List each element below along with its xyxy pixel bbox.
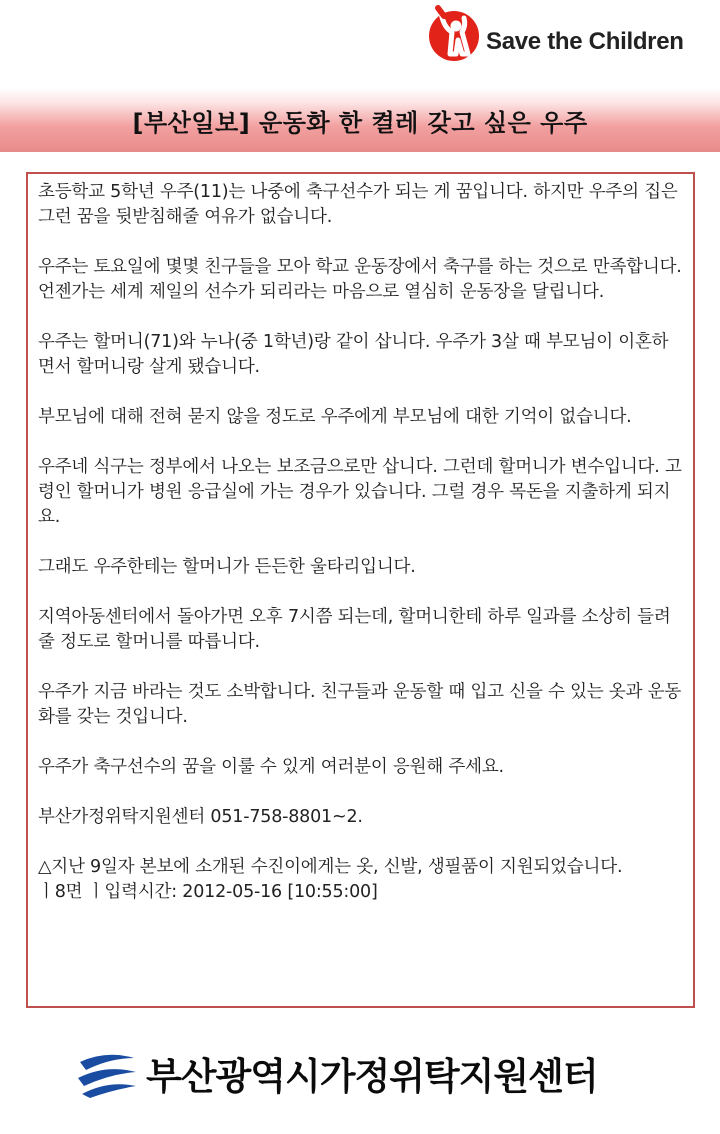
save-the-children-logo [428,4,684,62]
article-paragraph: 우주는 할머니(71)와 누나(중 1학년)랑 같이 삽니다. 우주가 3살 때 부모님이 이혼하면서 할머니랑 살게 됐습니다. [38,332,669,377]
article-paragraph: 우주는 토요일에 몇몇 친구들을 모아 학교 운동장에서 축구를 하는 것으로 만족합니다. 언젠가는 세계 제일의 선수가 되리라는 마음으로 열심히 운동장을 달립니다. [38,257,682,302]
update-note: △지난 9일자 본보에 소개된 수진이에게는 옷, 신발, 생필품이 지원되었습니다. [38,857,623,877]
article-paragraph: 우주가 지금 바라는 것도 소박합니다. 친구들과 운동할 때 입고 신을 수 있는 옷과 운동화를 갖는 것입니다. [38,682,682,727]
logo-text: Save the Children [486,28,684,55]
article-body [26,172,695,1008]
article-paragraph: 지역아동센터에서 돌아가면 오후 7시쯤 되는데, 할머니한테 하루 일과를 소상히 들려줄 정도로 할머니를 따릅니다. [38,607,671,652]
title-bar [0,88,720,152]
article-paragraph: 부모님에 대해 전혀 묻지 않을 정도로 우주에게 부모님에 대한 기억이 없습니다. [38,407,632,427]
footer-org-logo [76,1046,598,1100]
footer-org-name: 부산광역시가정위탁지원센터 [146,1055,598,1098]
page-title: [부산일보] 운동화 한 켤레 갖고 싶은 우주 [132,108,588,137]
article-paragraph: 우주네 식구는 정부에서 나오는 보조금으로만 삽니다. 그런데 할머니가 변수입니다. 고령인 할머니가 병원 응급실에 가는 경우가 있습니다. 그럴 경우 목돈을 지출하게 되지요. [38,457,682,527]
article-paragraph: 우주가 축구선수의 꿈을 이룰 수 있게 여러분이 응원해 주세요. [38,757,504,777]
save-the-children-figure-icon [428,4,480,62]
contact-line: 부산가정위탁지원센터 051-758-8801~2. [38,807,363,827]
article-paragraph: 초등학교 5학년 우주(11)는 나중에 축구선수가 되는 게 꿈입니다. 하지만 우주의 집은 그런 꿈을 뒷받침해줄 여유가 없습니다. [38,182,678,227]
article-meta: ㅣ8면 ㅣ입력시간: 2012-05-16 [10:55:00] [38,882,378,902]
busan-swoosh-logo-icon [76,1048,138,1098]
article-paragraph: 그래도 우주한테는 할머니가 든든한 울타리입니다. [38,557,416,577]
